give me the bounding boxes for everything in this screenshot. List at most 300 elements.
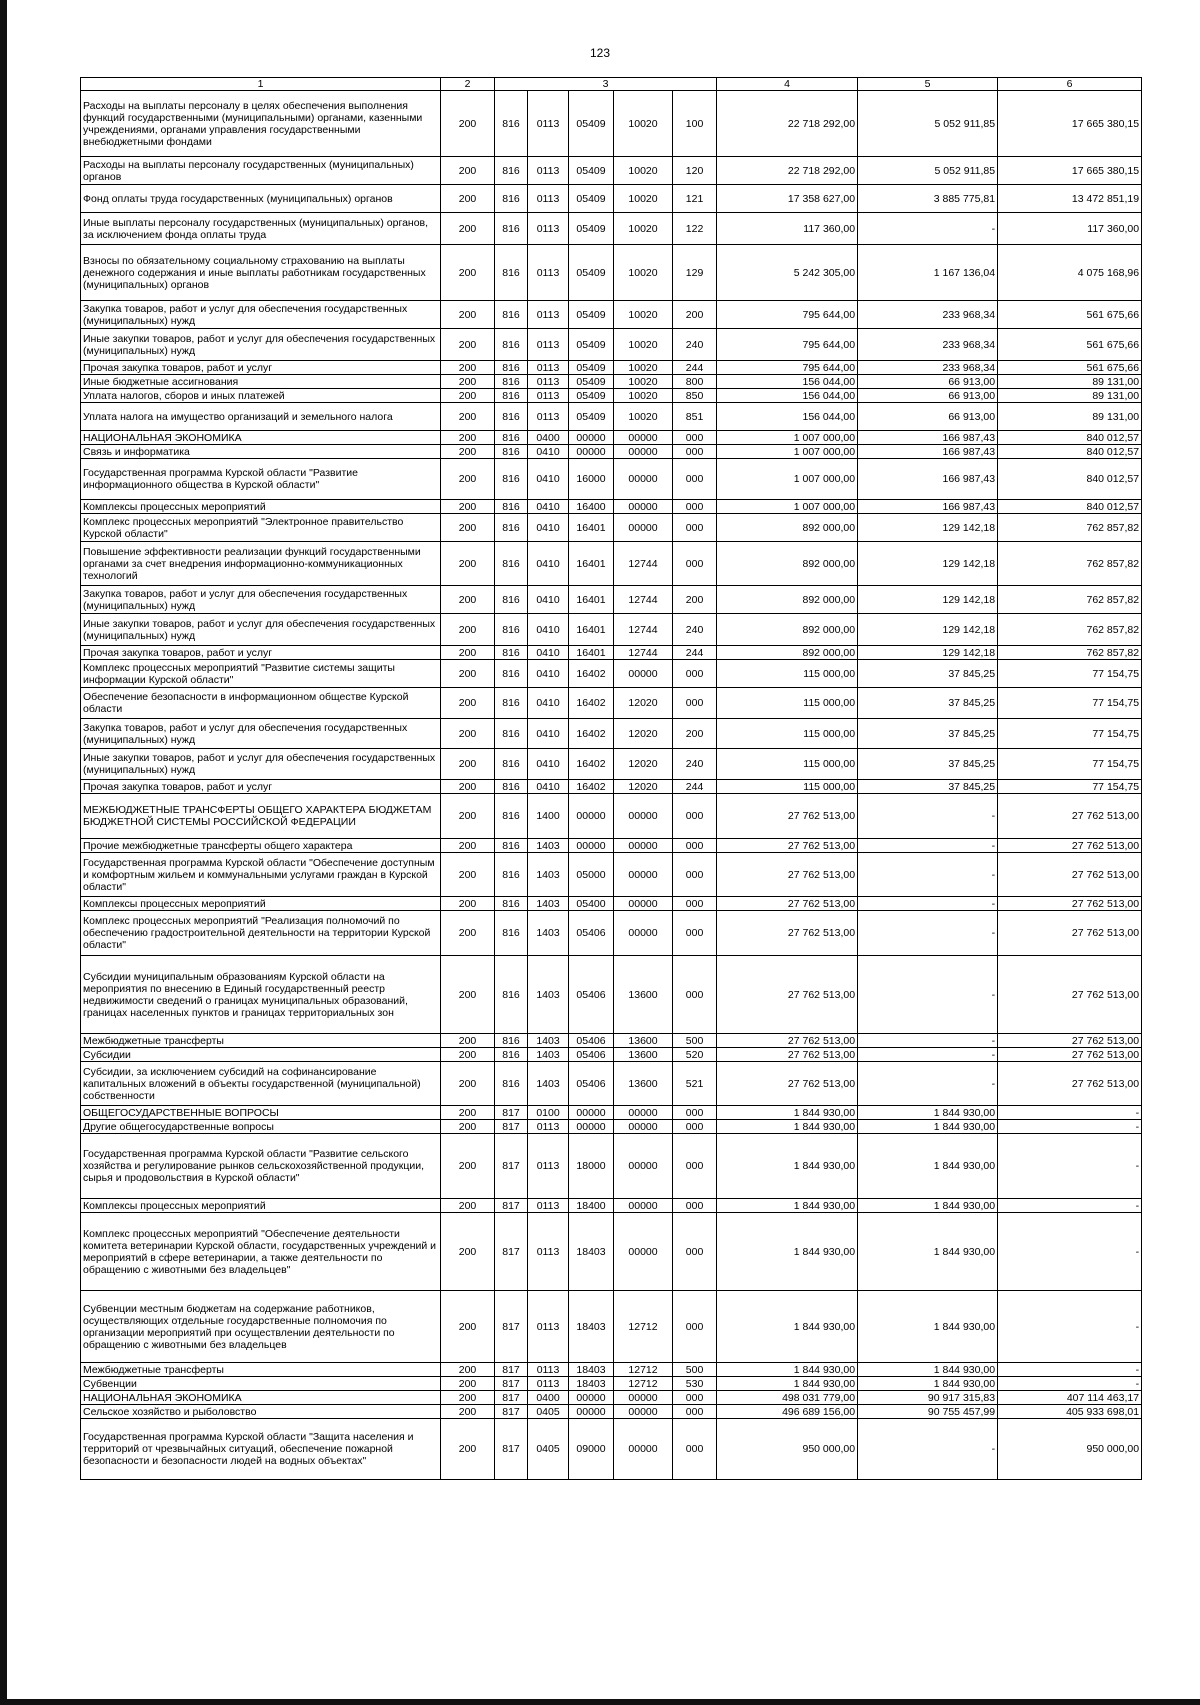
row-ministry-code: 817 <box>495 1419 528 1480</box>
row-direction-code: 13600 <box>614 1034 673 1048</box>
row-program-code: 00000 <box>569 431 614 445</box>
header-col-2: 2 <box>441 78 495 91</box>
row-section-code: 200 <box>441 1048 495 1062</box>
row-amount-executed: 37 845,25 <box>858 688 998 719</box>
table-row <box>81 749 1142 780</box>
row-amount-approved: 27 762 513,00 <box>717 1062 858 1106</box>
row-expense-type-code: 000 <box>673 1419 717 1480</box>
row-section-code: 200 <box>441 500 495 514</box>
row-amount-remaining: 762 857,82 <box>998 514 1142 542</box>
row-ministry-code: 816 <box>495 403 528 431</box>
row-name: Взносы по обязательному социальному страхованию на выплаты денежного содержания и иные выплаты работникам государственных (муниципальных) органов <box>81 245 441 301</box>
row-program-code: 16402 <box>569 780 614 794</box>
row-amount-executed: 1 844 930,00 <box>858 1213 998 1291</box>
row-expense-type-code: 000 <box>673 459 717 500</box>
row-direction-code: 10020 <box>614 213 673 245</box>
row-expense-type-code: 121 <box>673 185 717 213</box>
row-section-code: 200 <box>441 185 495 213</box>
scan-edge-left <box>0 0 7 1705</box>
row-expense-type-code: 120 <box>673 157 717 185</box>
row-ministry-code: 816 <box>495 839 528 853</box>
row-amount-executed: 129 142,18 <box>858 646 998 660</box>
row-program-code: 00000 <box>569 1391 614 1405</box>
row-amount-remaining: 950 000,00 <box>998 1419 1142 1480</box>
row-amount-remaining: - <box>998 1134 1142 1199</box>
row-section-code: 200 <box>441 614 495 646</box>
row-ministry-code: 817 <box>495 1199 528 1213</box>
row-section-code: 200 <box>441 660 495 688</box>
row-amount-remaining: - <box>998 1106 1142 1120</box>
row-expense-type-code: 000 <box>673 514 717 542</box>
row-subsection-code: 0405 <box>528 1405 569 1419</box>
table-row <box>81 719 1142 749</box>
row-section-code: 200 <box>441 514 495 542</box>
row-amount-executed: 90 917 315,83 <box>858 1391 998 1405</box>
table-row <box>81 389 1142 403</box>
row-expense-type-code: 000 <box>673 1134 717 1199</box>
row-program-code: 05409 <box>569 185 614 213</box>
table-row <box>81 542 1142 586</box>
row-program-code: 05409 <box>569 389 614 403</box>
row-ministry-code: 816 <box>495 445 528 459</box>
row-amount-executed: 1 844 930,00 <box>858 1120 998 1134</box>
row-amount-approved: 117 360,00 <box>717 213 858 245</box>
table-row <box>81 586 1142 614</box>
row-ministry-code: 816 <box>495 614 528 646</box>
row-amount-approved: 27 762 513,00 <box>717 794 858 839</box>
row-ministry-code: 816 <box>495 956 528 1034</box>
row-program-code: 00000 <box>569 1405 614 1419</box>
row-section-code: 200 <box>441 542 495 586</box>
row-ministry-code: 816 <box>495 245 528 301</box>
row-amount-approved: 27 762 513,00 <box>717 956 858 1034</box>
row-amount-executed: 166 987,43 <box>858 445 998 459</box>
row-amount-executed: - <box>858 839 998 853</box>
row-amount-executed: 1 844 930,00 <box>858 1134 998 1199</box>
row-program-code: 16401 <box>569 514 614 542</box>
row-subsection-code: 0400 <box>528 1391 569 1405</box>
header-col-6: 6 <box>998 78 1142 91</box>
row-section-code: 200 <box>441 1419 495 1480</box>
row-amount-approved: 1 844 930,00 <box>717 1363 858 1377</box>
row-direction-code: 00000 <box>614 1199 673 1213</box>
row-amount-remaining: - <box>998 1213 1142 1291</box>
row-name: НАЦИОНАЛЬНАЯ ЭКОНОМИКА <box>81 1391 441 1405</box>
row-ministry-code: 816 <box>495 780 528 794</box>
row-name: Комплекс процессных мероприятий "Электронное правительство Курской области" <box>81 514 441 542</box>
row-name: Государственная программа Курской области "Развитие информационного общества в Курской области" <box>81 459 441 500</box>
row-expense-type-code: 500 <box>673 1034 717 1048</box>
row-amount-executed: 129 142,18 <box>858 514 998 542</box>
row-subsection-code: 1403 <box>528 839 569 853</box>
row-amount-executed: - <box>858 853 998 897</box>
table-row <box>81 1213 1142 1291</box>
row-ministry-code: 817 <box>495 1134 528 1199</box>
row-section-code: 200 <box>441 956 495 1034</box>
row-subsection-code: 0410 <box>528 542 569 586</box>
row-expense-type-code: 000 <box>673 911 717 956</box>
row-amount-approved: 1 844 930,00 <box>717 1106 858 1120</box>
row-subsection-code: 0410 <box>528 459 569 500</box>
row-program-code: 16402 <box>569 749 614 780</box>
table-row <box>81 403 1142 431</box>
row-expense-type-code: 000 <box>673 1291 717 1363</box>
row-amount-executed: 66 913,00 <box>858 375 998 389</box>
row-amount-executed: 90 755 457,99 <box>858 1405 998 1419</box>
table-row <box>81 1106 1142 1120</box>
row-ministry-code: 816 <box>495 911 528 956</box>
row-ministry-code: 817 <box>495 1391 528 1405</box>
row-amount-approved: 115 000,00 <box>717 688 858 719</box>
row-direction-code: 00000 <box>614 839 673 853</box>
row-program-code: 16402 <box>569 660 614 688</box>
row-program-code: 05409 <box>569 329 614 361</box>
row-section-code: 200 <box>441 839 495 853</box>
row-program-code: 18400 <box>569 1199 614 1213</box>
row-amount-approved: 115 000,00 <box>717 780 858 794</box>
table-row <box>81 839 1142 853</box>
header-col-1: 1 <box>81 78 441 91</box>
row-expense-type-code: 200 <box>673 301 717 329</box>
row-section-code: 200 <box>441 911 495 956</box>
row-name: Закупка товаров, работ и услуг для обеспечения государственных (муниципальных) нужд <box>81 586 441 614</box>
row-expense-type-code: 851 <box>673 403 717 431</box>
row-ministry-code: 816 <box>495 500 528 514</box>
row-section-code: 200 <box>441 431 495 445</box>
row-section-code: 200 <box>441 361 495 375</box>
row-subsection-code: 0113 <box>528 213 569 245</box>
row-subsection-code: 0410 <box>528 719 569 749</box>
row-amount-executed: 1 844 930,00 <box>858 1199 998 1213</box>
table-row <box>81 301 1142 329</box>
row-amount-executed: 37 845,25 <box>858 660 998 688</box>
row-section-code: 200 <box>441 1120 495 1134</box>
row-program-code: 05000 <box>569 853 614 897</box>
row-section-code: 200 <box>441 1291 495 1363</box>
row-name: Иные закупки товаров, работ и услуг для обеспечения государственных (муниципальных) нужд <box>81 614 441 646</box>
row-direction-code: 12744 <box>614 614 673 646</box>
table-row <box>81 1391 1142 1405</box>
row-subsection-code: 0113 <box>528 1213 569 1291</box>
row-expense-type-code: 200 <box>673 719 717 749</box>
row-expense-type-code: 500 <box>673 1363 717 1377</box>
row-name: Расходы на выплаты персоналу государственных (муниципальных) органов <box>81 157 441 185</box>
row-subsection-code: 0410 <box>528 749 569 780</box>
row-amount-approved: 17 358 627,00 <box>717 185 858 213</box>
row-name: Закупка товаров, работ и услуг для обеспечения государственных (муниципальных) нужд <box>81 719 441 749</box>
row-expense-type-code: 530 <box>673 1377 717 1391</box>
row-amount-remaining: 27 762 513,00 <box>998 839 1142 853</box>
row-amount-executed: 233 968,34 <box>858 361 998 375</box>
table-row <box>81 245 1142 301</box>
row-amount-approved: 27 762 513,00 <box>717 897 858 911</box>
row-amount-approved: 1 844 930,00 <box>717 1377 858 1391</box>
row-direction-code: 12020 <box>614 688 673 719</box>
row-name: НАЦИОНАЛЬНАЯ ЭКОНОМИКА <box>81 431 441 445</box>
row-name: Повышение эффективности реализации функций государственными органами за счет внедрения информационно-коммуникационных технологий <box>81 542 441 586</box>
row-program-code: 16401 <box>569 586 614 614</box>
table-row <box>81 614 1142 646</box>
row-expense-type-code: 520 <box>673 1048 717 1062</box>
row-expense-type-code: 240 <box>673 614 717 646</box>
row-name: Закупка товаров, работ и услуг для обеспечения государственных (муниципальных) нужд <box>81 301 441 329</box>
row-amount-approved: 1 007 000,00 <box>717 431 858 445</box>
row-amount-approved: 892 000,00 <box>717 614 858 646</box>
row-program-code: 05406 <box>569 956 614 1034</box>
row-name: Субсидии <box>81 1048 441 1062</box>
row-expense-type-code: 800 <box>673 375 717 389</box>
row-program-code: 05409 <box>569 157 614 185</box>
row-expense-type-code: 000 <box>673 688 717 719</box>
row-name: Прочая закупка товаров, работ и услуг <box>81 646 441 660</box>
row-name: Сельское хозяйство и рыболовство <box>81 1405 441 1419</box>
row-amount-approved: 1 844 930,00 <box>717 1134 858 1199</box>
row-subsection-code: 1400 <box>528 794 569 839</box>
row-direction-code: 10020 <box>614 91 673 157</box>
row-name: Комплексы процессных мероприятий <box>81 1199 441 1213</box>
row-subsection-code: 0113 <box>528 329 569 361</box>
table-row <box>81 911 1142 956</box>
row-amount-remaining: 840 012,57 <box>998 431 1142 445</box>
row-subsection-code: 0113 <box>528 1291 569 1363</box>
row-amount-remaining: 762 857,82 <box>998 646 1142 660</box>
row-amount-remaining: 561 675,66 <box>998 329 1142 361</box>
row-program-code: 05409 <box>569 361 614 375</box>
row-direction-code: 00000 <box>614 897 673 911</box>
row-amount-executed: 1 844 930,00 <box>858 1377 998 1391</box>
table-row <box>81 431 1142 445</box>
table-row <box>81 514 1142 542</box>
row-section-code: 200 <box>441 459 495 500</box>
row-name: МЕЖБЮДЖЕТНЫЕ ТРАНСФЕРТЫ ОБЩЕГО ХАРАКТЕРА БЮДЖЕТАМ БЮДЖЕТНОЙ СИСТЕМЫ РОССИЙСКОЙ ФЕДЕРАЦИИ <box>81 794 441 839</box>
row-ministry-code: 817 <box>495 1363 528 1377</box>
row-amount-remaining: 89 131,00 <box>998 389 1142 403</box>
row-section-code: 200 <box>441 301 495 329</box>
row-amount-executed: 1 844 930,00 <box>858 1363 998 1377</box>
row-amount-executed: 1 844 930,00 <box>858 1106 998 1120</box>
row-direction-code: 00000 <box>614 660 673 688</box>
table-row <box>81 1120 1142 1134</box>
row-section-code: 200 <box>441 445 495 459</box>
row-section-code: 200 <box>441 646 495 660</box>
row-direction-code: 12744 <box>614 646 673 660</box>
row-direction-code: 00000 <box>614 500 673 514</box>
row-program-code: 05409 <box>569 91 614 157</box>
row-program-code: 05409 <box>569 301 614 329</box>
row-direction-code: 00000 <box>614 1405 673 1419</box>
row-direction-code: 10020 <box>614 375 673 389</box>
row-name: Комплексы процессных мероприятий <box>81 897 441 911</box>
row-amount-executed: 66 913,00 <box>858 403 998 431</box>
row-program-code: 05409 <box>569 375 614 389</box>
row-direction-code: 00000 <box>614 445 673 459</box>
row-amount-executed: - <box>858 1034 998 1048</box>
row-amount-executed: - <box>858 1048 998 1062</box>
row-program-code: 00000 <box>569 794 614 839</box>
row-amount-remaining: 77 154,75 <box>998 719 1142 749</box>
row-direction-code: 12712 <box>614 1291 673 1363</box>
row-amount-approved: 115 000,00 <box>717 660 858 688</box>
row-amount-approved: 27 762 513,00 <box>717 911 858 956</box>
table-row <box>81 1419 1142 1480</box>
row-section-code: 200 <box>441 91 495 157</box>
row-amount-remaining: 27 762 513,00 <box>998 1062 1142 1106</box>
row-amount-executed: - <box>858 956 998 1034</box>
table-row <box>81 1291 1142 1363</box>
row-ministry-code: 816 <box>495 897 528 911</box>
row-amount-remaining: 561 675,66 <box>998 361 1142 375</box>
row-amount-approved: 156 044,00 <box>717 389 858 403</box>
row-subsection-code: 0410 <box>528 500 569 514</box>
row-program-code: 16401 <box>569 614 614 646</box>
row-amount-approved: 892 000,00 <box>717 646 858 660</box>
row-expense-type-code: 000 <box>673 1213 717 1291</box>
row-subsection-code: 0410 <box>528 614 569 646</box>
row-subsection-code: 0113 <box>528 185 569 213</box>
row-amount-executed: - <box>858 794 998 839</box>
row-program-code: 09000 <box>569 1419 614 1480</box>
row-amount-remaining: 17 665 380,15 <box>998 91 1142 157</box>
table-row <box>81 1377 1142 1391</box>
row-subsection-code: 0113 <box>528 1377 569 1391</box>
table-row <box>81 1034 1142 1048</box>
row-ministry-code: 816 <box>495 660 528 688</box>
row-subsection-code: 0410 <box>528 646 569 660</box>
row-program-code: 16000 <box>569 459 614 500</box>
row-ministry-code: 816 <box>495 91 528 157</box>
row-expense-type-code: 000 <box>673 660 717 688</box>
row-name: Субвенции местным бюджетам на содержание работников, осуществляющих отдельные государственные полномочия по организации мероприятий при осуществлении деятельности по обращению с животными без владельцев <box>81 1291 441 1363</box>
row-amount-executed: 129 142,18 <box>858 542 998 586</box>
table-row <box>81 1405 1142 1419</box>
row-section-code: 200 <box>441 688 495 719</box>
row-subsection-code: 1403 <box>528 1048 569 1062</box>
row-amount-remaining: - <box>998 1199 1142 1213</box>
row-amount-executed: 166 987,43 <box>858 500 998 514</box>
row-ministry-code: 816 <box>495 213 528 245</box>
row-expense-type-code: 000 <box>673 1120 717 1134</box>
row-name: ОБЩЕГОСУДАРСТВЕННЫЕ ВОПРОСЫ <box>81 1106 441 1120</box>
row-program-code: 18403 <box>569 1377 614 1391</box>
row-amount-executed: 5 052 911,85 <box>858 91 998 157</box>
row-program-code: 05406 <box>569 1048 614 1062</box>
row-amount-approved: 950 000,00 <box>717 1419 858 1480</box>
row-amount-remaining: 405 933 698,01 <box>998 1405 1142 1419</box>
row-program-code: 05409 <box>569 403 614 431</box>
row-name: Уплата налога на имущество организаций и земельного налога <box>81 403 441 431</box>
row-name: Иные выплаты персоналу государственных (муниципальных) органов, за исключением фонда оплаты труда <box>81 213 441 245</box>
table-row <box>81 375 1142 389</box>
row-amount-executed: - <box>858 911 998 956</box>
row-ministry-code: 816 <box>495 361 528 375</box>
row-expense-type-code: 521 <box>673 1062 717 1106</box>
table-row <box>81 646 1142 660</box>
row-subsection-code: 0113 <box>528 1363 569 1377</box>
table-row <box>81 1134 1142 1199</box>
row-expense-type-code: 000 <box>673 794 717 839</box>
row-expense-type-code: 122 <box>673 213 717 245</box>
row-amount-approved: 892 000,00 <box>717 542 858 586</box>
row-name: Уплата налогов, сборов и иных платежей <box>81 389 441 403</box>
table-row <box>81 853 1142 897</box>
row-subsection-code: 1403 <box>528 1062 569 1106</box>
row-ministry-code: 816 <box>495 794 528 839</box>
row-direction-code: 10020 <box>614 403 673 431</box>
row-ministry-code: 817 <box>495 1106 528 1120</box>
row-ministry-code: 817 <box>495 1405 528 1419</box>
row-amount-approved: 5 242 305,00 <box>717 245 858 301</box>
row-amount-approved: 156 044,00 <box>717 403 858 431</box>
row-program-code: 05409 <box>569 213 614 245</box>
row-direction-code: 00000 <box>614 1120 673 1134</box>
row-amount-approved: 496 689 156,00 <box>717 1405 858 1419</box>
table-row <box>81 1363 1142 1377</box>
row-section-code: 200 <box>441 1062 495 1106</box>
row-expense-type-code: 240 <box>673 749 717 780</box>
row-ministry-code: 817 <box>495 1213 528 1291</box>
row-amount-remaining: 77 154,75 <box>998 749 1142 780</box>
row-amount-approved: 1 844 930,00 <box>717 1291 858 1363</box>
row-amount-approved: 1 007 000,00 <box>717 459 858 500</box>
row-program-code: 16400 <box>569 500 614 514</box>
table-row <box>81 660 1142 688</box>
page-number: 123 <box>589 46 611 60</box>
row-subsection-code: 0113 <box>528 245 569 301</box>
row-name: Комплекс процессных мероприятий "Реализация полномочий по обеспечению градостроительной деятельности на территории Курской области" <box>81 911 441 956</box>
row-amount-executed: - <box>858 1419 998 1480</box>
row-amount-remaining: 89 131,00 <box>998 403 1142 431</box>
row-amount-remaining: 407 114 463,17 <box>998 1391 1142 1405</box>
row-ministry-code: 816 <box>495 185 528 213</box>
row-amount-approved: 27 762 513,00 <box>717 853 858 897</box>
row-amount-approved: 27 762 513,00 <box>717 1048 858 1062</box>
row-expense-type-code: 000 <box>673 431 717 445</box>
header-col-5: 5 <box>858 78 998 91</box>
row-ministry-code: 816 <box>495 1034 528 1048</box>
row-expense-type-code: 244 <box>673 361 717 375</box>
row-expense-type-code: 100 <box>673 91 717 157</box>
table-row <box>81 445 1142 459</box>
row-name: Государственная программа Курской области "Защита населения и территорий от чрезвычайных ситуаций, обеспечение пожарной безопасности и безопасности людей на водных объектах" <box>81 1419 441 1480</box>
row-ministry-code: 816 <box>495 719 528 749</box>
row-subsection-code: 1403 <box>528 956 569 1034</box>
row-amount-remaining: 27 762 513,00 <box>998 956 1142 1034</box>
row-amount-executed: - <box>858 897 998 911</box>
row-amount-executed: 37 845,25 <box>858 780 998 794</box>
row-subsection-code: 0410 <box>528 780 569 794</box>
row-amount-remaining: 840 012,57 <box>998 445 1142 459</box>
row-amount-executed: - <box>858 1062 998 1106</box>
row-section-code: 200 <box>441 749 495 780</box>
row-amount-approved: 27 762 513,00 <box>717 839 858 853</box>
row-direction-code: 00000 <box>614 431 673 445</box>
row-name: Иные закупки товаров, работ и услуг для обеспечения государственных (муниципальных) нужд <box>81 329 441 361</box>
row-subsection-code: 0113 <box>528 1134 569 1199</box>
row-section-code: 200 <box>441 897 495 911</box>
row-ministry-code: 817 <box>495 1291 528 1363</box>
row-subsection-code: 0410 <box>528 586 569 614</box>
row-amount-executed: 166 987,43 <box>858 459 998 500</box>
table-row <box>81 956 1142 1034</box>
table-row <box>81 157 1142 185</box>
table-row <box>81 1048 1142 1062</box>
row-amount-remaining: 117 360,00 <box>998 213 1142 245</box>
row-amount-remaining: 27 762 513,00 <box>998 1034 1142 1048</box>
row-program-code: 16402 <box>569 719 614 749</box>
row-amount-remaining: 762 857,82 <box>998 542 1142 586</box>
row-amount-approved: 1 007 000,00 <box>717 445 858 459</box>
row-amount-executed: 5 052 911,85 <box>858 157 998 185</box>
